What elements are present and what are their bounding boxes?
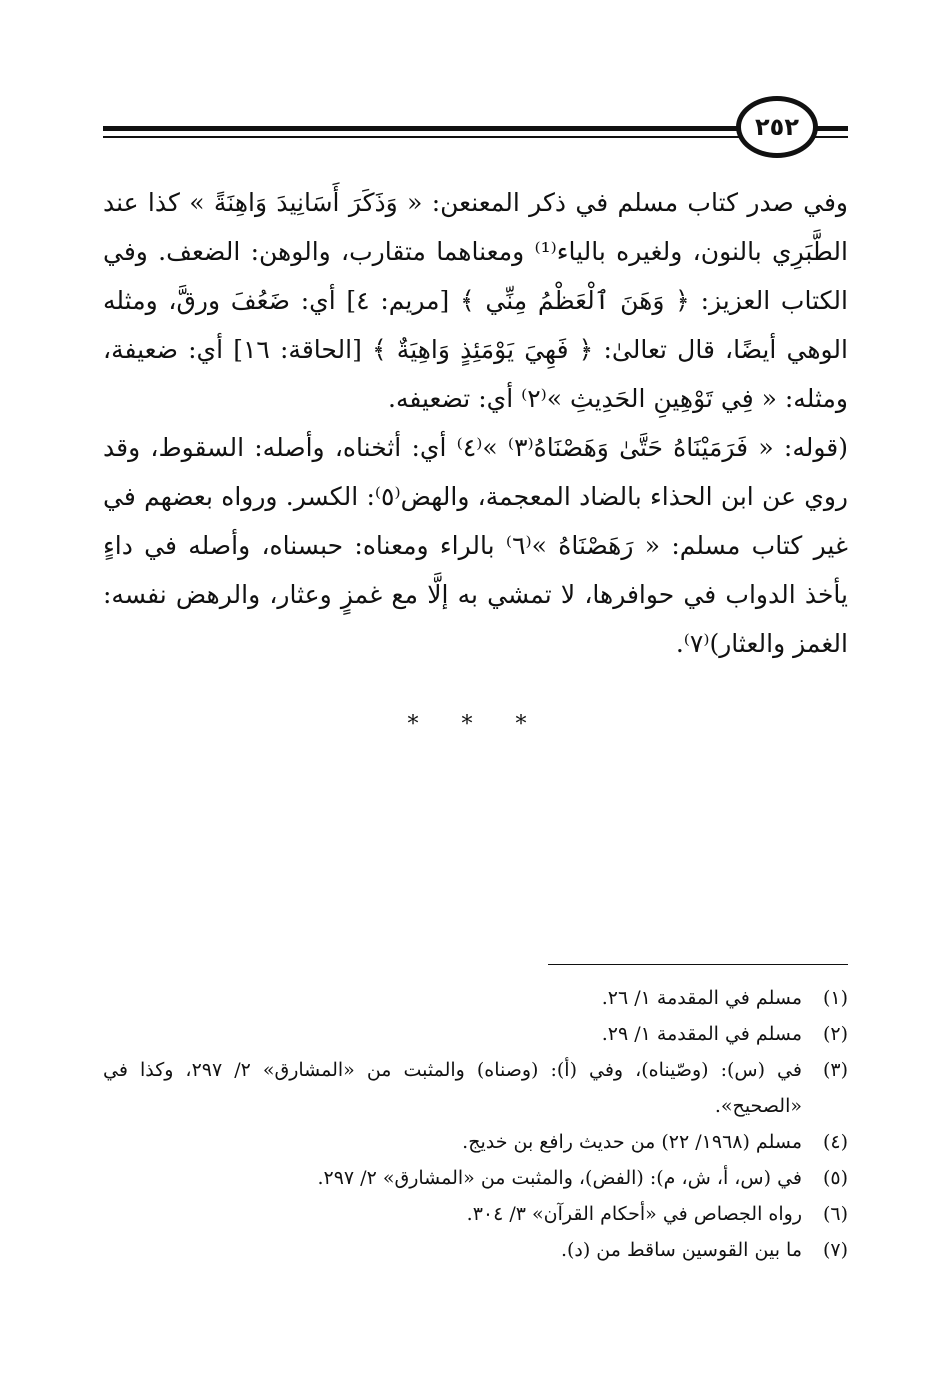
footnote-text: مسلم في المقدمة ١/ ٢٦. xyxy=(601,987,802,1009)
footnote-4 xyxy=(103,1124,848,1160)
footnote-number: (٧) xyxy=(822,1239,848,1261)
footnote-number: (١) xyxy=(822,987,848,1009)
section-divider: * * * xyxy=(407,712,545,737)
footnote-text: مسلم (١٩٦٨/ ٢٢) من حديث رافع بن خديج. xyxy=(462,1131,802,1153)
paragraph-2: (قوله: « فَرَمَيْنَاهُ حَتَّىٰ وَهَصْنَاهُ⁽٣⁾ »⁽٤⁾ أي: أثخناه، وأصله: السقوط، وقد روي عن ابن الحذاء بالضاد المعجمة، والهض⁽٥⁾: الكسر. ورواه بعضهم في غير كتاب مسلم: « رَهَصْنَاهُ »⁽٦⁾ بالراء ومعناه: حبسناه، وأصله في داءٍ يأخذ الدواب في حوافرها، لا تمشي به إلَّا مع غمزٍ وعثار، والرهض نفسه: الغمز والعثار)⁽٧⁾. xyxy=(103,433,848,658)
page-number: ٢٥٢ xyxy=(755,113,799,141)
footnote-7 xyxy=(103,1232,848,1268)
footnote-3 xyxy=(103,1052,848,1124)
footnote-number: (٢) xyxy=(822,1023,848,1045)
footnote-text: مسلم في المقدمة ١/ ٢٩. xyxy=(601,1023,802,1045)
footnote-text: في (س، أ، ش، م): (الفض)، والمثبت من «المشارق» ٢/ ٢٩٧. xyxy=(317,1167,802,1189)
footnote-5 xyxy=(103,1160,848,1196)
footnote-text: ما بين القوسين ساقط من (د). xyxy=(560,1239,802,1261)
footnote-number: (٥) xyxy=(822,1167,848,1189)
page-header xyxy=(103,96,848,166)
footnote-separator xyxy=(548,964,848,965)
footnote-6 xyxy=(103,1196,848,1232)
footnote-text: رواه الجصاص في «أحكام القرآن» ٣/ ٣٠٤. xyxy=(466,1203,802,1225)
main-text xyxy=(103,178,848,668)
footnote-number: (٤) xyxy=(822,1131,848,1153)
footnote-number: (٣) xyxy=(822,1059,848,1081)
footnote-text: في (س): (وصّيناه)، وفي (أ): (وصناه) والمثبت من «المشارق» ٢/ ٢٩٧، وكذا في «الصحيح». xyxy=(103,1059,802,1117)
footnote-2 xyxy=(103,1016,848,1052)
header-rule-thin xyxy=(103,136,848,138)
footnote-1 xyxy=(103,980,848,1016)
footnote-number: (٦) xyxy=(822,1203,848,1225)
page-number-badge xyxy=(736,96,818,158)
paragraph-1: وفي صدر كتاب مسلم في ذكر المعنعن: « وَذَكَرَ أَسَانِيدَ وَاهِنَةً » كذا عند الطَّبَرِي بالنون، ولغيره بالياء⁽¹⁾ ومعناهما متقارب، والوهن: الضعف. وفي الكتاب العزيز: ﴿ وَهَنَ ٱلْعَظْمُ مِنِّي ﴾ [مريم: ٤] أي: ضَعُفَ ورقَّ، ومثله الوهي أيضًا، قال تعالىٰ: ﴿ فَهِيَ يَوْمَئِذٍ وَاهِيَةٌ ﴾ [الحاقة: ١٦] أي: ضعيفة، ومثله: « فِي تَوْهِينِ الحَدِيثِ »⁽٢⁾ أي: تضعيفه. xyxy=(103,188,848,413)
footnotes xyxy=(103,980,848,1268)
